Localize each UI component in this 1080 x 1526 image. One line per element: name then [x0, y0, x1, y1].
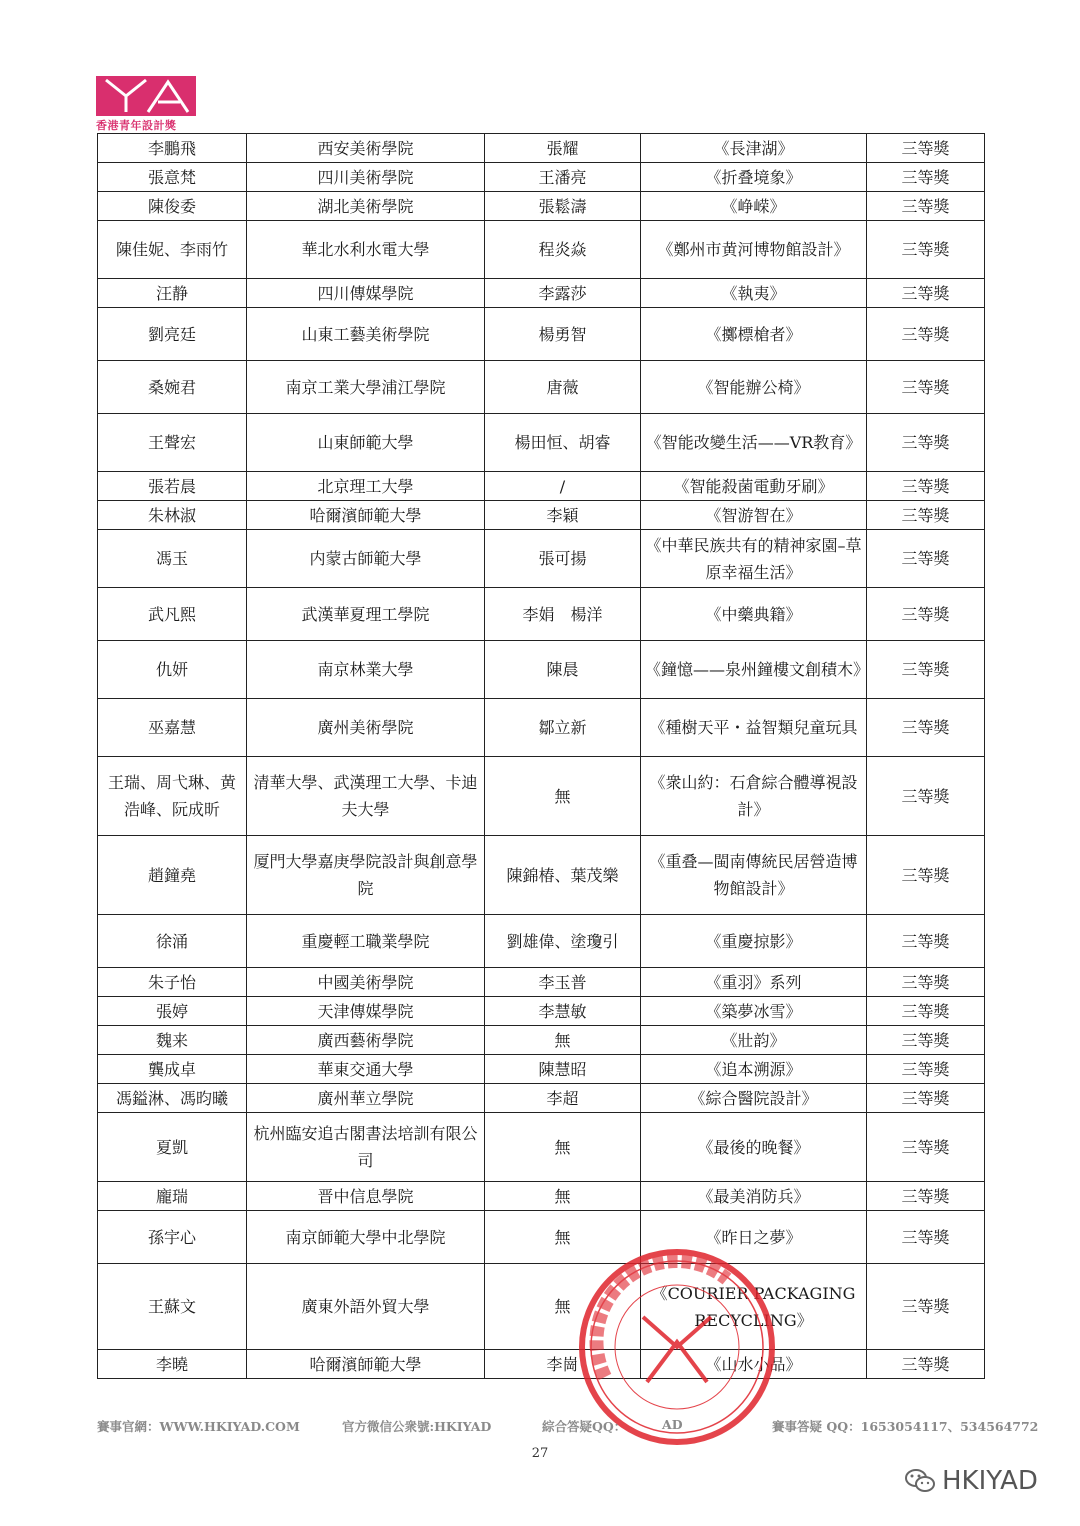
- cell-work: 《重叠—閩南傳統民居營造博物館設計》: [641, 836, 867, 915]
- cell-school: 天津傳媒學院: [247, 997, 485, 1026]
- cell-name: 魏来: [98, 1026, 247, 1055]
- cell-award: 三等獎: [867, 530, 985, 588]
- cell-advisor: 張耀: [485, 134, 641, 163]
- cell-name: 武凡熙: [98, 588, 247, 641]
- cell-advisor: 李穎: [485, 501, 641, 530]
- cell-award: 三等獎: [867, 308, 985, 361]
- cell-name: 張意梵: [98, 163, 247, 192]
- cell-advisor: 張鬆濤: [485, 192, 641, 221]
- table-row: [98, 968, 985, 997]
- cell-name: 徐涌: [98, 915, 247, 968]
- awards-table-body: [98, 134, 985, 1379]
- cell-name: 龔成卓: [98, 1055, 247, 1084]
- cell-advisor: 無: [485, 1113, 641, 1182]
- cell-school: 廣州華立學院: [247, 1084, 485, 1113]
- cell-school: 廣東外語外貿大學: [247, 1264, 485, 1350]
- cell-work: 《種樹天平・益智類兒童玩具: [641, 699, 867, 757]
- page-number: 27: [531, 1446, 549, 1461]
- cell-work: 《重羽》系列: [641, 968, 867, 997]
- cell-advisor: 無: [485, 1211, 641, 1264]
- cell-work: 《折叠境象》: [641, 163, 867, 192]
- cell-school: 華東交通大學: [247, 1055, 485, 1084]
- cell-award: 三等獎: [867, 361, 985, 414]
- cell-work: 《追本溯源》: [641, 1055, 867, 1084]
- table-row: [98, 699, 985, 757]
- cell-work: 《最後的晚餐》: [641, 1113, 867, 1182]
- cell-award: 三等獎: [867, 915, 985, 968]
- cell-award: 三等獎: [867, 279, 985, 308]
- cell-award: 三等獎: [867, 414, 985, 472]
- cell-name: 王蘇文: [98, 1264, 247, 1350]
- cell-award: 三等獎: [867, 968, 985, 997]
- table-row: [98, 472, 985, 501]
- cell-advisor: 李慧敏: [485, 997, 641, 1026]
- awards-table: [97, 133, 985, 1379]
- cell-name: 劉亮廷: [98, 308, 247, 361]
- wechat-icon: [904, 1467, 936, 1495]
- logo-text: 香港青年設計獎: [96, 119, 177, 132]
- cell-school: 哈爾濱師範大學: [247, 501, 485, 530]
- cell-award: 三等獎: [867, 588, 985, 641]
- cell-advisor: 李超: [485, 1084, 641, 1113]
- cell-name: 王聲宏: [98, 414, 247, 472]
- table-row: [98, 1026, 985, 1055]
- cell-award: 三等獎: [867, 757, 985, 836]
- cell-advisor: 陳錦椿、葉茂樂: [485, 836, 641, 915]
- table-row: [98, 279, 985, 308]
- cell-award: 三等獎: [867, 641, 985, 699]
- cell-award: 三等獎: [867, 699, 985, 757]
- cell-advisor: 楊勇智: [485, 308, 641, 361]
- cell-work: 《重慶掠影》: [641, 915, 867, 968]
- footer-contest-qa: 賽事答疑 QQ：1653054117、534564772: [772, 1419, 1039, 1434]
- table-row: [98, 836, 985, 915]
- cell-school: 西安美術學院: [247, 134, 485, 163]
- table-row: [98, 757, 985, 836]
- cell-advisor: 無: [485, 1026, 641, 1055]
- cell-advisor: 程炎焱: [485, 221, 641, 279]
- cell-school: 南京林業大學: [247, 641, 485, 699]
- table-row: [98, 1350, 985, 1379]
- cell-advisor: 無: [485, 1182, 641, 1211]
- cell-name: 王瑞、周弋琳、黄浩峰、阮成昕: [98, 757, 247, 836]
- table-row: [98, 221, 985, 279]
- cell-award: 三等獎: [867, 1211, 985, 1264]
- cell-school: 内蒙古師範大學: [247, 530, 485, 588]
- cell-award: 三等獎: [867, 1264, 985, 1350]
- cell-award: 三等獎: [867, 163, 985, 192]
- cell-name: 汪静: [98, 279, 247, 308]
- cell-award: 三等獎: [867, 1350, 985, 1379]
- table-row: [98, 501, 985, 530]
- table-row: [98, 192, 985, 221]
- cell-advisor: 陳慧昭: [485, 1055, 641, 1084]
- cell-work: 《長津湖》: [641, 134, 867, 163]
- cell-advisor: 劉雄偉、塗瓊引: [485, 915, 641, 968]
- table-row: [98, 361, 985, 414]
- table-row: [98, 997, 985, 1026]
- cell-work: 《智能殺菌電動牙刷》: [641, 472, 867, 501]
- footer-qa-extra: AD: [662, 1417, 683, 1432]
- cell-name: 馮鎰淋、馮昀曦: [98, 1084, 247, 1113]
- cell-award: 三等獎: [867, 134, 985, 163]
- cell-work: 《執夷》: [641, 279, 867, 308]
- logo-mark: [96, 76, 196, 116]
- cell-work: 《擲標槍者》: [641, 308, 867, 361]
- table-row: [98, 1113, 985, 1182]
- cell-work: 《中藥典籍》: [641, 588, 867, 641]
- cell-advisor: 李露莎: [485, 279, 641, 308]
- table-row: [98, 1182, 985, 1211]
- cell-school: 厦門大學嘉庚學院設計與創意學院: [247, 836, 485, 915]
- cell-school: 湖北美術學院: [247, 192, 485, 221]
- cell-name: 馮玉: [98, 530, 247, 588]
- cell-award: 三等獎: [867, 192, 985, 221]
- table-row: [98, 308, 985, 361]
- cell-work: 《智能辦公椅》: [641, 361, 867, 414]
- footer-qa: 綜合答疑QQ：: [542, 1419, 627, 1434]
- table-row: [98, 1211, 985, 1264]
- table-row: [98, 1084, 985, 1113]
- cell-award: 三等獎: [867, 1055, 985, 1084]
- cell-name: 朱林淑: [98, 501, 247, 530]
- cell-advisor: 楊田恒、胡睿: [485, 414, 641, 472]
- footer-wechat: 官方微信公衆號:HKIYAD: [342, 1419, 492, 1434]
- cell-name: 趙鐘堯: [98, 836, 247, 915]
- cell-award: 三等獎: [867, 501, 985, 530]
- cell-name: 陳佳妮、李雨竹: [98, 221, 247, 279]
- cell-school: 華北水利水電大學: [247, 221, 485, 279]
- cell-name: 李曉: [98, 1350, 247, 1379]
- cell-award: 三等獎: [867, 1113, 985, 1182]
- cell-work: 《昨日之夢》: [641, 1211, 867, 1264]
- cell-school: 四川傳媒學院: [247, 279, 485, 308]
- cell-school: 山東工藝美術學院: [247, 308, 485, 361]
- watermark: [904, 1464, 1038, 1498]
- cell-school: 廣西藝術學院: [247, 1026, 485, 1055]
- cell-school: 清華大學、武漢理工大學、卡迪夫大學: [247, 757, 485, 836]
- cell-name: 龐瑞: [98, 1182, 247, 1211]
- cell-school: 晋中信息學院: [247, 1182, 485, 1211]
- logo: [96, 76, 198, 131]
- cell-school: 武漢華夏理工學院: [247, 588, 485, 641]
- cell-advisor: 李娟 楊洋: [485, 588, 641, 641]
- cell-school: 重慶輕工職業學院: [247, 915, 485, 968]
- table-row: [98, 134, 985, 163]
- cell-work: 《智能改變生活——VR教育》: [641, 414, 867, 472]
- cell-work: 《壯韵》: [641, 1026, 867, 1055]
- cell-name: 孫宇心: [98, 1211, 247, 1264]
- cell-advisor: 李玉普: [485, 968, 641, 997]
- table-row: [98, 414, 985, 472]
- cell-work: 《鄭州市黄河博物館設計》: [641, 221, 867, 279]
- cell-work: 《COURIER PACKAGING RECYCLING》: [641, 1264, 867, 1350]
- cell-name: 朱子怡: [98, 968, 247, 997]
- footer-website: 賽事官網：WWW.HKIYAD.COM: [97, 1419, 300, 1434]
- cell-award: 三等獎: [867, 472, 985, 501]
- cell-name: 李鵬飛: [98, 134, 247, 163]
- cell-school: 南京工業大學浦江學院: [247, 361, 485, 414]
- cell-award: 三等獎: [867, 1182, 985, 1211]
- cell-work: 《最美消防兵》: [641, 1182, 867, 1211]
- cell-advisor: 無: [485, 757, 641, 836]
- cell-award: 三等獎: [867, 997, 985, 1026]
- cell-work: 《中華民族共有的精神家園–草原幸福生活》: [641, 530, 867, 588]
- cell-advisor: 張可揚: [485, 530, 641, 588]
- table-row: [98, 588, 985, 641]
- cell-award: 三等獎: [867, 836, 985, 915]
- cell-school: 中國美術學院: [247, 968, 485, 997]
- cell-advisor: 唐薇: [485, 361, 641, 414]
- table-row: [98, 530, 985, 588]
- table-row: [98, 163, 985, 192]
- cell-school: 山東師範大學: [247, 414, 485, 472]
- cell-advisor: 李崗: [485, 1350, 641, 1379]
- cell-advisor: 鄒立新: [485, 699, 641, 757]
- cell-name: 夏凱: [98, 1113, 247, 1182]
- cell-work: 《綜合醫院設計》: [641, 1084, 867, 1113]
- cell-school: 南京師範大學中北學院: [247, 1211, 485, 1264]
- table-row: [98, 1055, 985, 1084]
- cell-name: 陳俊委: [98, 192, 247, 221]
- cell-name: 張婷: [98, 997, 247, 1026]
- cell-name: 巫嘉慧: [98, 699, 247, 757]
- cell-work: 《鐘憶——泉州鐘樓文創積木》: [641, 641, 867, 699]
- cell-advisor: 無: [485, 1264, 641, 1350]
- cell-award: 三等獎: [867, 1084, 985, 1113]
- cell-advisor: 陳晨: [485, 641, 641, 699]
- cell-advisor: /: [485, 472, 641, 501]
- cell-school: 北京理工大學: [247, 472, 485, 501]
- cell-name: 仇妍: [98, 641, 247, 699]
- cell-award: 三等獎: [867, 221, 985, 279]
- cell-name: 張若晨: [98, 472, 247, 501]
- table-row: [98, 1264, 985, 1350]
- cell-name: 桑婉君: [98, 361, 247, 414]
- table-row: [98, 915, 985, 968]
- cell-advisor: 王潘亮: [485, 163, 641, 192]
- cell-work: 《築夢冰雪》: [641, 997, 867, 1026]
- cell-work: 《峥嵘》: [641, 192, 867, 221]
- ya-logo-icon: [96, 76, 196, 116]
- cell-school: 四川美術學院: [247, 163, 485, 192]
- cell-work: 《山水小品》: [641, 1350, 867, 1379]
- table-row: [98, 641, 985, 699]
- cell-award: 三等獎: [867, 1026, 985, 1055]
- cell-school: 杭州臨安追古閣書法培訓有限公司: [247, 1113, 485, 1182]
- cell-school: 廣州美術學院: [247, 699, 485, 757]
- cell-work: 《衆山約：石倉綜合體導視設計》: [641, 757, 867, 836]
- watermark-text: HKIYAD: [942, 1466, 1038, 1496]
- cell-school: 哈爾濱師範大學: [247, 1350, 485, 1379]
- cell-work: 《智游智在》: [641, 501, 867, 530]
